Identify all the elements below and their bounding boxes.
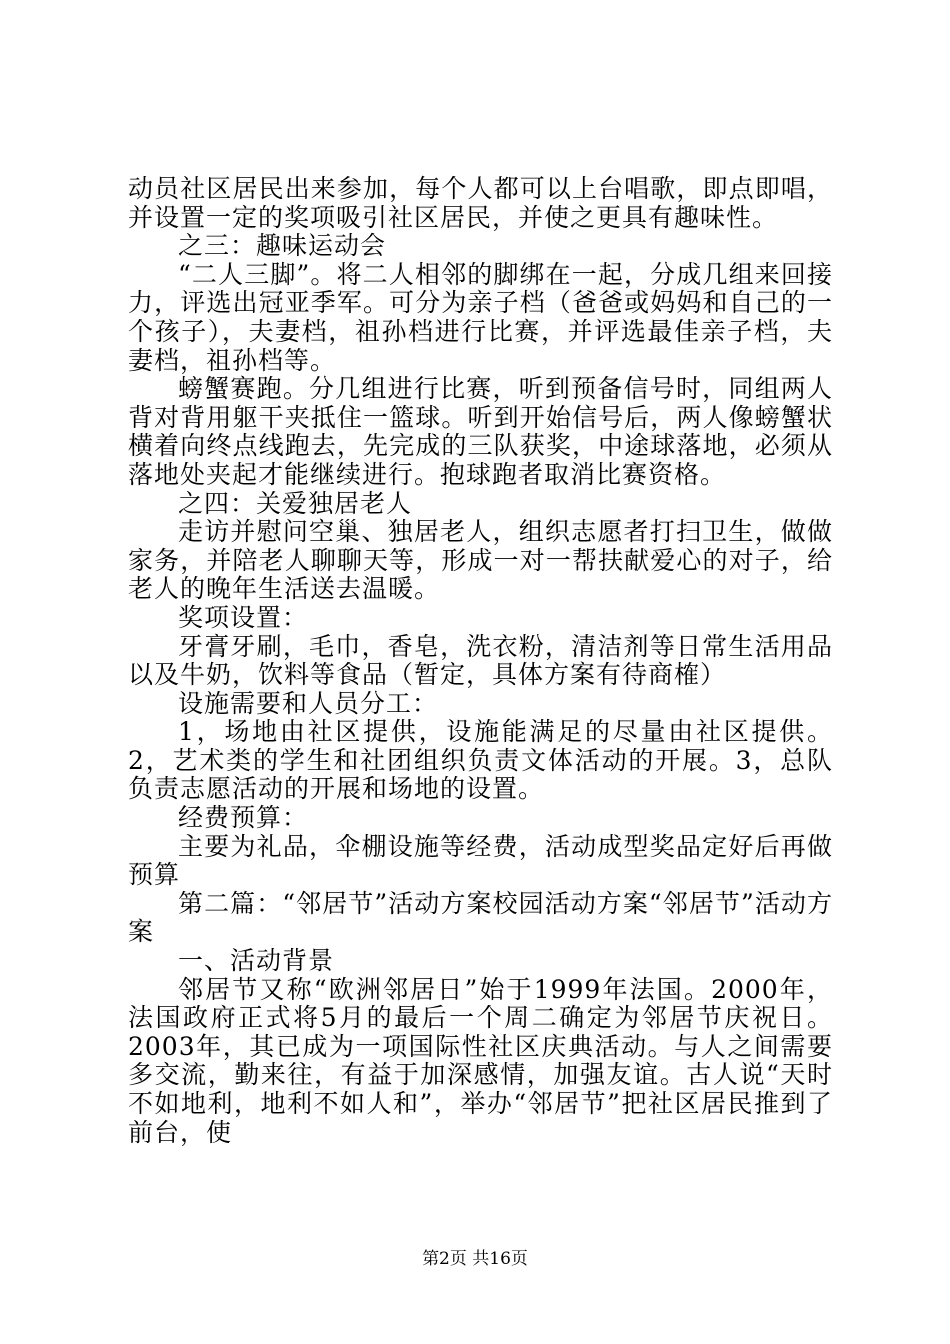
paragraph: “二人三脚”。将二人相邻的脚绑在一起，分成几组来回接力，评选出冠亚季军。可分为亲子档（爸爸或妈妈和自己的一个孩子），夫妻档，祖孙档进行比赛，并评选最佳亲子档，夫妻档，祖孙档等。 [128, 259, 833, 375]
section-heading: 奖项设置： [178, 602, 309, 632]
paragraph: 走访并慰问空巢、独居老人，组织志愿者打扫卫生，做做家务，并陪老人聊聊天等，形成一对一帮扶献爱心的对子，给老人的晚年生活送去温暖。 [128, 517, 833, 604]
paragraph: 牙膏牙刷，毛巾，香皂，洗衣粉，清洁剂等日常生活用品以及牛奶，饮料等食品（暂定，具体方案有待商榷） [128, 631, 833, 690]
paragraph: 主要为礼品，伞棚设施等经费，活动成型奖品定好后再做预算 [128, 831, 833, 890]
paragraph: 邻居节又称“欧洲邻居日”始于1999年法国。2000年，法国政府正式将5月的最后一个周二确定为邻居节庆祝日。2003年，其已成为一项国际性社区庆典活动。与人之间需要多交流，勤来往，有益于加深感情，加强友谊。古人说“天时不如地利，地利不如人和”，举办“邻居节”把社区居民推到了前台，使 [128, 974, 833, 1147]
paragraph: 螃蟹赛跑。分几组进行比赛，听到预备信号时，同组两人背对背用躯干夹抵住一篮球。听到开始信号后，两人像螃蟹状横着向终点线跑去，先完成的三队获奖，中途球落地，必须从落地处夹起才能继续进行。抱球跑者取消比赛资格。 [128, 374, 833, 489]
paragraph: 动员社区居民出来参加，每个人都可以上台唱歌，即点即唱，并设置一定的奖项吸引社区居民，并使之更具有趣味性。 [128, 174, 833, 232]
chapter-title: 第二篇：“邻居节”活动方案校园活动方案“邻居节”活动方案 [128, 888, 833, 947]
section-heading: 设施需要和人员分工： [178, 688, 439, 718]
section-heading: 一、活动背景 [178, 946, 335, 976]
section-heading: 之三：趣味运动会 [178, 231, 387, 261]
section-heading: 经费预算： [178, 803, 309, 833]
document-body [128, 175, 833, 1147]
paragraph: 1，场地由社区提供，设施能满足的尽量由社区提供。2，艺术类的学生和社团组织负责文体活动的开展。3，总队负责志愿活动的开展和场地的设置。 [128, 717, 833, 804]
page-footer: 第2页 共16页 [422, 1249, 528, 1269]
section-heading: 之四：关爱独居老人 [178, 488, 413, 518]
